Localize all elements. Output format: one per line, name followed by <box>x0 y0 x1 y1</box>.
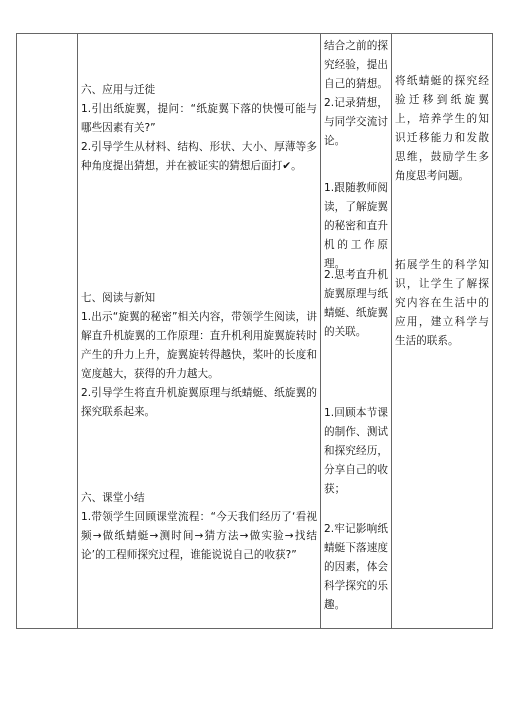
section-heading: 七、阅读与新知 <box>81 292 156 304</box>
activity-paragraph: 2.引导学生将直升机旋翼原理与纸蜻蜓、纸旋翼的探究联系起来。 <box>81 387 317 418</box>
activity-paragraph: 2.引导学生从材料、结构、形状、大小、厚薄等多种角度提出猜想，并在被证实的猜想后面打✔。 <box>81 141 317 172</box>
first-column-cell <box>17 34 77 628</box>
design-intent-text: 拓展学生的科学知识，让学生了解探究内容在生活中的应用，建立科学与生活的联系。 <box>395 259 489 347</box>
activity-paragraph: 1.引出纸旋翼，提问：“纸旋翼下落的快慢可能与哪些因素有关?” <box>81 103 317 134</box>
student-text: 结合之前的探究经验，提出自己的猜想。2.记录猜想，与同学交流讨论。 <box>324 40 388 147</box>
teacher-activity-cell <box>78 34 320 628</box>
section-reading-new-knowledge <box>81 289 317 422</box>
student-activity-cell <box>321 34 391 628</box>
student-text: 2.牢记影响纸蜻蜓下落速度的因素，体会科学探究的乐趣。 <box>324 523 388 611</box>
section-application-transfer <box>81 81 317 176</box>
lesson-plan-table <box>16 33 493 629</box>
student-text: 2.思考直升机旋翼原理与纸蜻蜓、纸旋翼的关联。 <box>324 269 388 338</box>
activity-paragraph: 1.带领学生回顾课堂流程：“今天我们经历了‘看视频→做纸蜻蜓→测时间→猜方法→做实验→找结论’的工程师探究过程，谁能说说自己的收获?” <box>81 511 317 561</box>
design-intent-text: 将纸蜻蜓的探究经验迁移到纸旋翼上，培养学生的知识迁移能力和发散思维，鼓励学生多角度思考问题。 <box>395 75 489 182</box>
design-intent-cell <box>392 34 493 628</box>
section-heading: 六、课堂小结 <box>81 492 145 504</box>
activity-paragraph: 1.出示“旋翼的秘密”相关内容，带领学生阅读，讲解直升机旋翼的工作原理：直升机利用旋翼旋转时产生的升力上升，旋翼旋转得越快，桨叶的长度和宽度越大，获得的升力越大。 <box>81 311 317 380</box>
section-heading: 六、应用与迁徙 <box>81 84 156 96</box>
section-class-summary <box>81 489 317 565</box>
student-text: 1.跟随教师阅读，了解旋翼的秘密和直升机的工作原理。 <box>324 182 388 270</box>
student-text: 1.回顾本节课的制作、测试和探究经历，分享自己的收获； <box>324 407 388 495</box>
